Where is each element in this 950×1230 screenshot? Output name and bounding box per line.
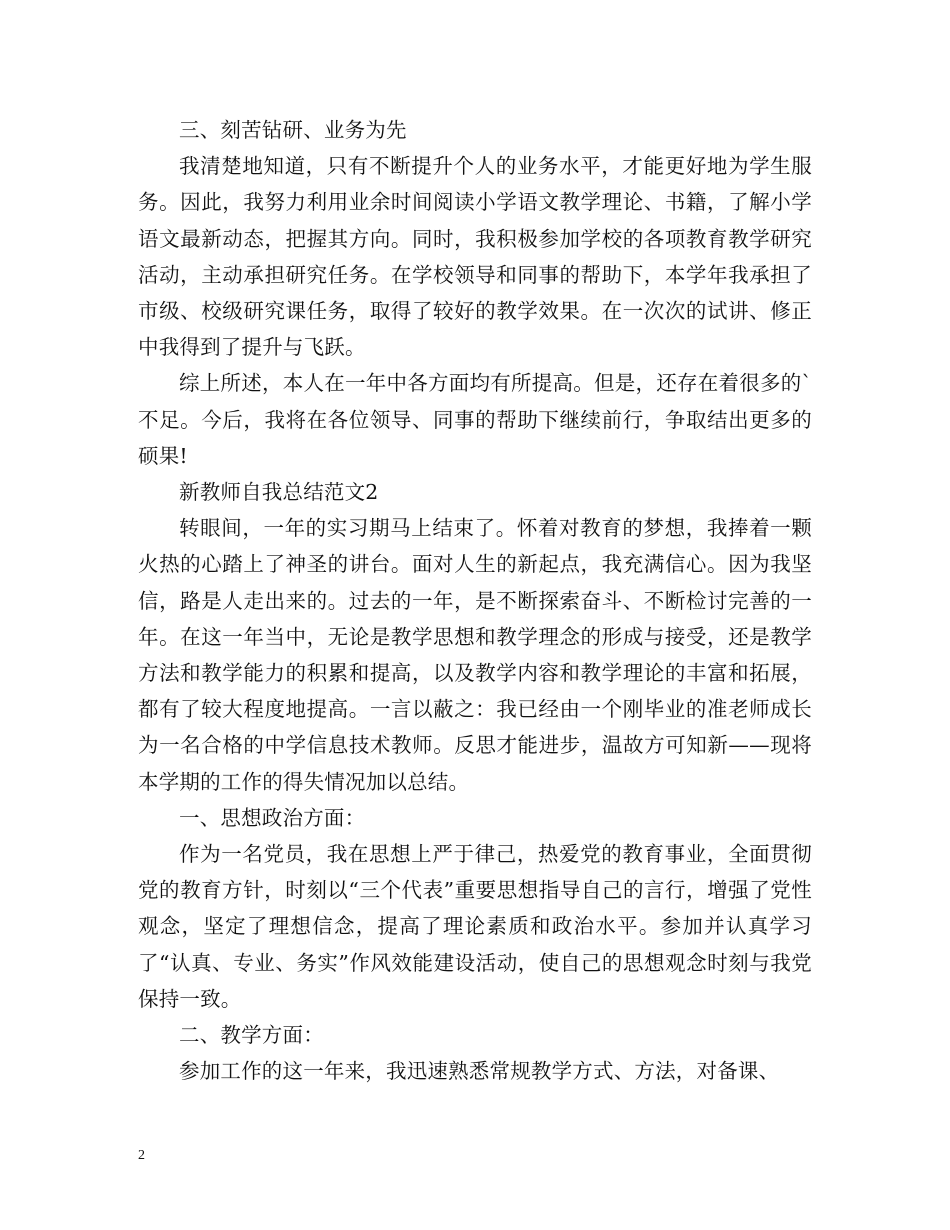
- paragraph-teaching: 参加工作的这一年来，我迅速熟悉常规教学方式、方法，对备课、: [179, 1059, 780, 1084]
- paragraph-intro: 转眼间，一年的实习期马上结束了。怀着对教育的梦想，我捧着一颗火热的心踏上了神圣的讲台。面对人生的新起点，我充满信心。因为我坚信，路是人走出来的。过去的一年，是不断探索奋斗、不断检讨完善的一年。在这一年当中，无论是教学思想和教学理念的形成与接受，还是教学方法和教学能力的积累和提高，以及教学内容和教学理论的丰富和拓展，都有了较大程度地提高。一言以蔽之：我已经由一个刚毕业的准老师成长为一名合格的中学信息技术教师。反思才能进步，温故方可知新——现将本学期的工作的得失情况加以总结。: [138, 516, 812, 794]
- article-title: 新教师自我总结范文2: [179, 480, 379, 505]
- section-heading-teaching: 二、教学方面：: [179, 1023, 324, 1048]
- paragraph-summary: 综上所述，本人在一年中各方面均有所提高。但是，还存在着很多的`不足。今后，我将在各位领导、同事的帮助下继续前行，争取结出更多的硕果!: [138, 371, 812, 468]
- section-heading-political: 一、思想政治方面：: [179, 805, 366, 830]
- paragraph-political: 作为一名党员，我在思想上严于律己，热爱党的教育事业，全面贯彻党的教育方针，时刻以“三个代表”重要思想指导自己的言行，增强了党性观念，坚定了理想信念，提高了理论素质和政治水平。参加并认真学习了“认真、专业、务实”作风效能建设活动，使自己的思想观念时刻与我党保持一致。: [138, 842, 812, 1011]
- paragraph-research: 我清楚地知道，只有不断提升个人的业务水平，才能更好地为学生服务。因此，我努力利用业余时间阅读小学语文教学理论、书籍，了解小学语文最新动态，把握其方向。同时，我积极参加学校的各项教育教学研究活动，主动承担研究任务。在学校领导和同事的帮助下，本学年我承担了市级、校级研究课任务，取得了较好的教学效果。在一次次的试讲、修正中我得到了提升与飞跃。: [138, 154, 812, 360]
- page-number: 2: [138, 1148, 145, 1163]
- section-heading-research: 三、刻苦钻研、业务为先: [179, 118, 407, 142]
- document-page: [138, 112, 812, 1089]
